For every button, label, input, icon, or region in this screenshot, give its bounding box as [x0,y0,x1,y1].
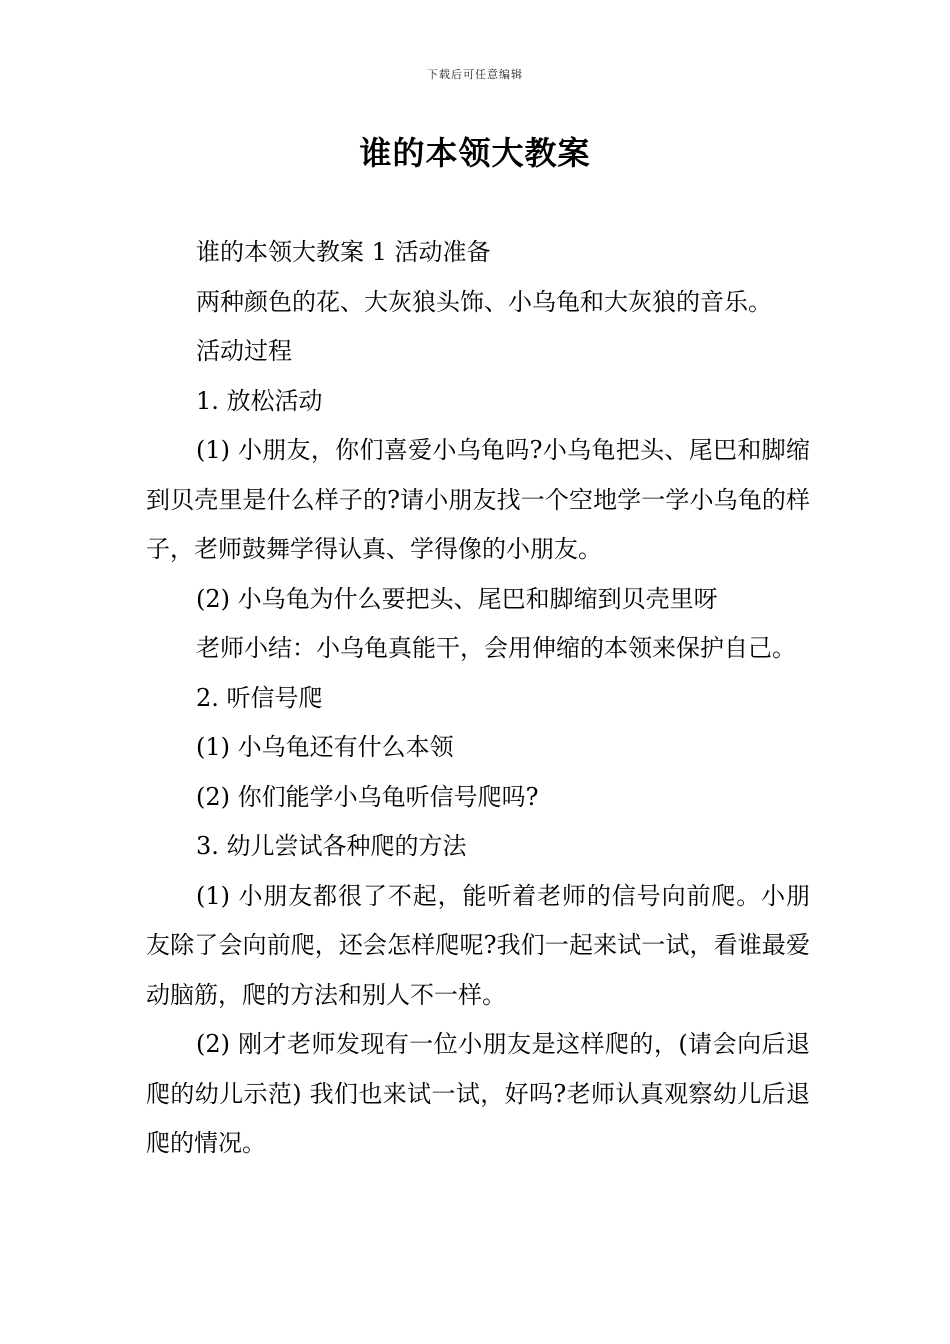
paragraph: 谁的本领大教案 1 活动准备 [196,238,491,266]
paragraph: 两种颜色的花、大灰狼头饰、小乌龟和大灰狼的音乐。 [196,287,772,316]
paragraph: 活动过程 [196,337,292,365]
document-title: 谁的本领大教案 [359,134,591,172]
paragraph: (1) 小朋友都很了不起，能听着老师的信号向前爬。小朋友除了会向前爬，还会怎样爬呢?我们一起来试一试，看谁最爱动脑筋，爬的方法和别人不一样。 [146,881,810,1009]
paragraph: (2) 你们能学小乌龟听信号爬吗? [196,782,539,811]
header-note: 下载后可任意编辑 [427,68,523,81]
paragraph: (1) 小乌龟还有什么本领 [196,733,454,761]
paragraph: 2. 听信号爬 [196,683,323,712]
paragraph: (2) 小乌龟为什么要把头、尾巴和脚缩到贝壳里呀 [196,584,718,613]
paragraph: 老师小结：小乌龟真能干，会用伸缩的本领来保护自己。 [196,634,796,662]
paragraph: 3. 幼儿尝试各种爬的方法 [196,832,467,860]
paragraph: (1) 小朋友，你们喜爱小乌龟吗?小乌龟把头、尾巴和脚缩到贝壳里是什么样子的?请小朋友找一个空地学一学小乌龟的样子，老师鼓舞学得认真、学得像的小朋友。 [146,436,810,563]
paragraph: (2) 刚才老师发现有一位小朋友是这样爬的，(请会向后退爬的幼儿示范) 我们也来试一试，好吗?老师认真观察幼儿后退爬的情况。 [146,1030,810,1157]
document-body [146,228,810,1169]
paragraph: 1. 放松活动 [196,386,323,415]
